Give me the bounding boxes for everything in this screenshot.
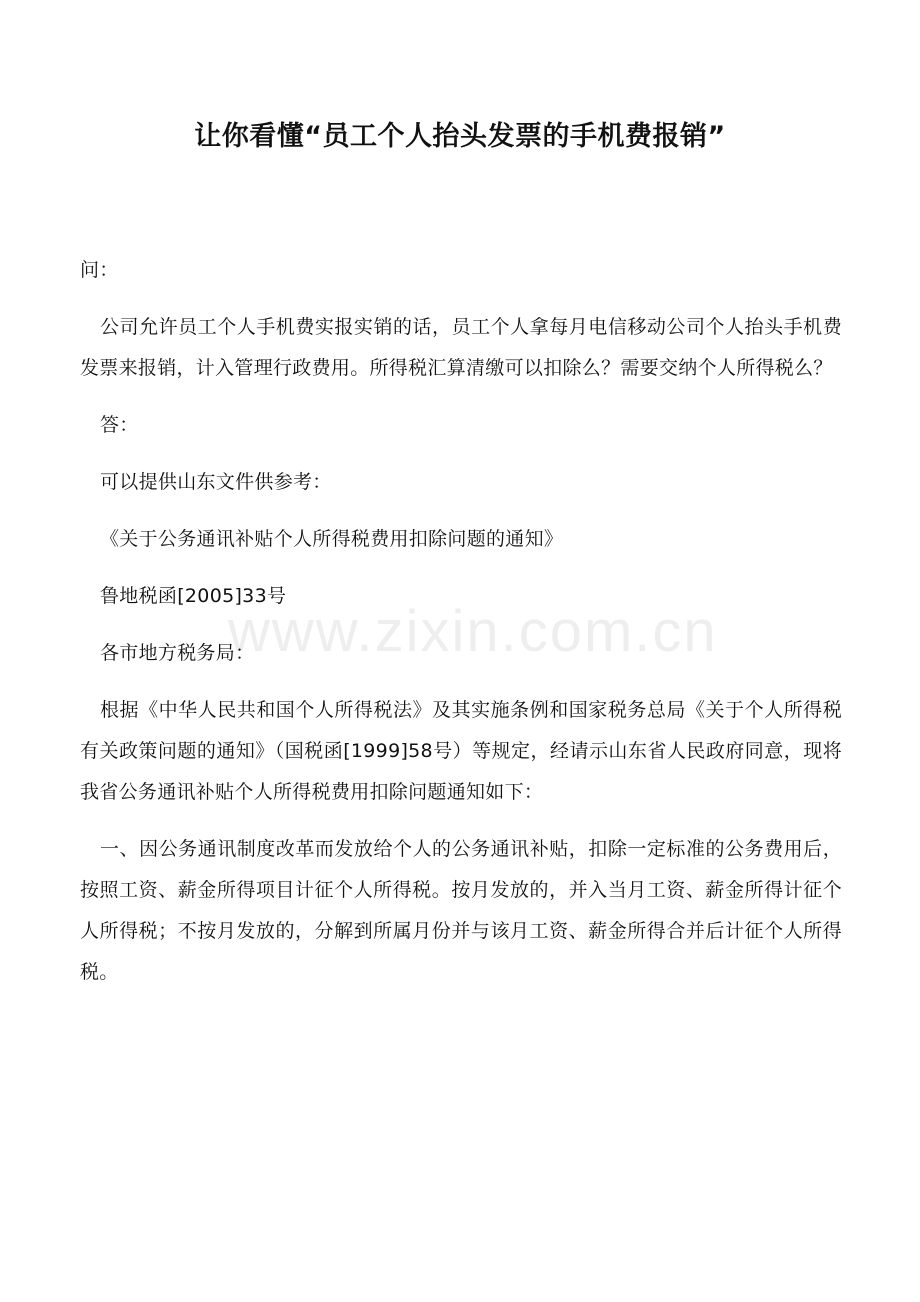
paragraph-reference-intro: 可以提供山东文件供参考： [100,471,332,493]
paragraph-basis: 根据《中华人民共和国个人所得税法》及其实施条例和国家税务总局《关于个人所得税有关政策问题的通知》（国税函[1999]58号）等规定，经请示山东省人民政府同意，现将我省公务通讯补贴个人所得税费用扣除问题通知如下： [80,699,842,803]
document-body [80,250,842,1009]
paragraph-question: 公司允许员工个人手机费实报实销的话，员工个人拿每月电信移动公司个人抬头手机费发票来报销，计入管理行政费用。所得税汇算清缴可以扣除么？需要交纳个人所得税么？ [80,316,842,379]
paragraph-item-one: 一、因公务通讯制度改革而发放给个人的公务通讯补贴，扣除一定标准的公务费用后，按照工资、薪金所得项目计征个人所得税。按月发放的，并入当月工资、薪金所得计征个人所得税；不按月发放的，分解到所属月份并与该月工资、薪金所得合并后计征个人所得税。 [80,838,842,983]
paragraph-answer-label: 答： [100,414,139,436]
document-title: 让你看懂“员工个人抬头发票的手机费报销” [194,121,726,152]
paragraph-notice-title: 《关于公务通讯补贴个人所得税费用扣除问题的通知》 [100,528,564,550]
paragraph-question-label: 问： [80,259,119,281]
paragraph-addressee: 各市地方税务局： [100,642,255,664]
paragraph-document-number: 鲁地税函[2005]33号 [100,585,287,607]
watermark: www.zixin.com.cn [228,599,718,664]
